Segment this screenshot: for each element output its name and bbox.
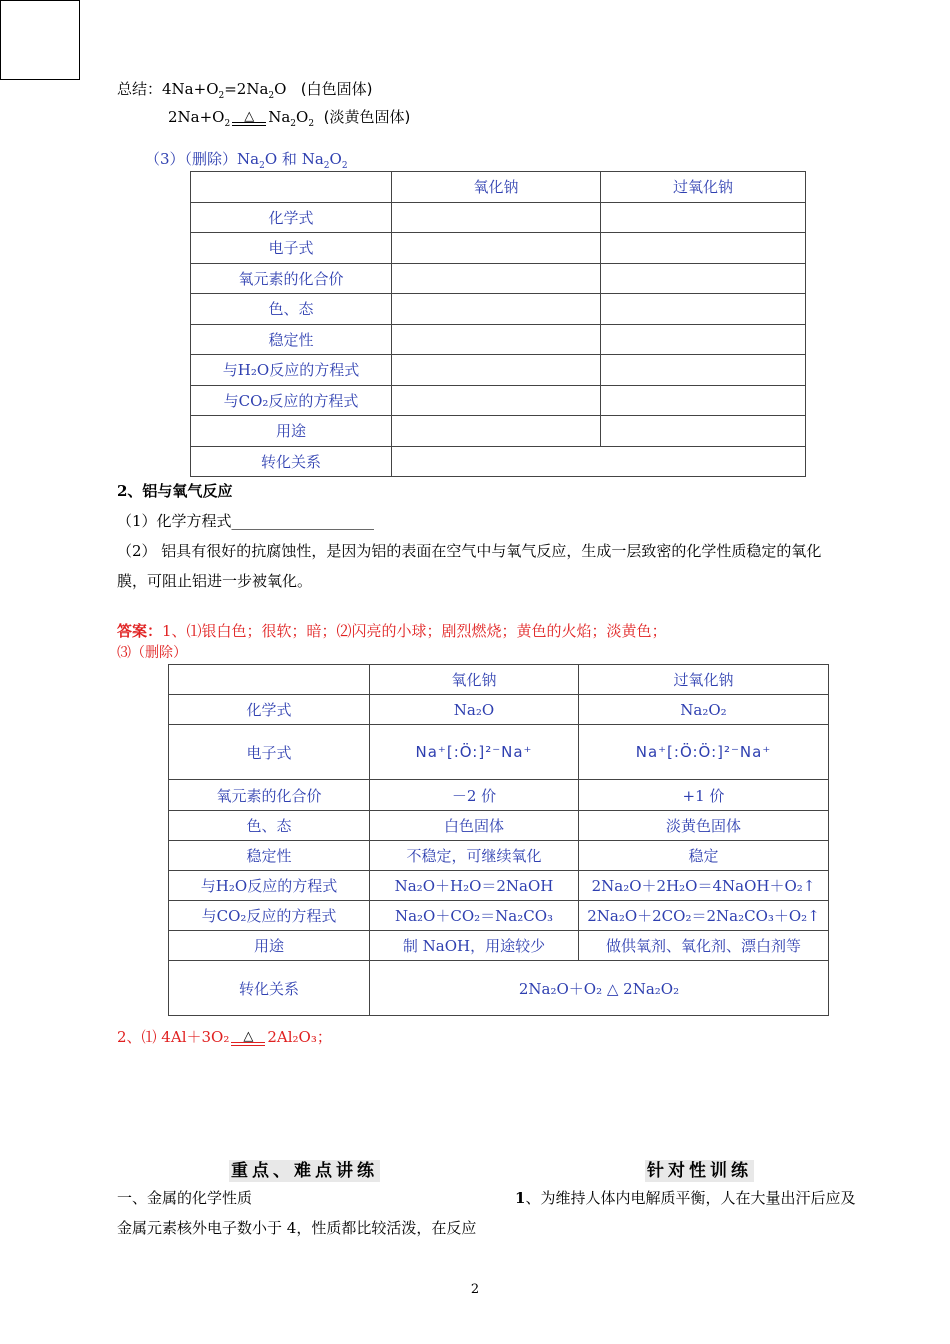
electron-formula-na2o2: Na⁺[:Ö:Ö:]²⁻Na⁺: [579, 725, 829, 780]
al-q2-line2: 膜，可阻止铝进一步被氧化。: [117, 572, 313, 590]
left-line1: 一、金属的化学性质: [117, 1189, 253, 1207]
al-title: 2、铝与氧气反应: [117, 482, 233, 500]
answer-line1: 答案：1、⑴银白色；很软；暗；⑵闪亮的小球；剧烈燃烧；黄色的火焰；淡黄色；: [117, 622, 667, 640]
page-number: 2: [470, 1282, 480, 1297]
blank-table: 氧化钠 过氧化钠 化学式 电子式 氧元素的化合价 色、态 稳定性 与H₂O反应的方程式 与CO₂反应的方程式 用途 转化关系: [190, 171, 806, 477]
al-q1: （1）化学方程式___________________: [117, 512, 375, 530]
summary-eq2: $2Na+O_2$ △ $Na_2O_2$ (淡黄色固体): [168, 108, 411, 129]
conversion-relation: 2Na₂O＋O₂ △ 2Na₂O₂: [370, 961, 829, 1016]
al-q2-line1: （2） 铝具有很好的抗腐蚀性，是因为铝的表面在空气中与氧气反应，生成一层致密的化学性质稳定的氧化: [117, 542, 822, 560]
summary-eq1: 总结：$4Na+O_2=2Na_2O$ (白色固体): [117, 80, 373, 101]
answer-line2: ⑶（删除）: [117, 645, 187, 661]
heading-training: 针对性训练: [647, 1161, 752, 1181]
left-line2: 金属元素核外电子数小于 4，性质都比较活泼，在反应: [117, 1219, 477, 1237]
section3-title: （3）（删除）$Na_2O$ 和 $Na_2O_2$: [145, 150, 348, 171]
answer-table: 氧化钠 过氧化钠 化学式 Na₂O Na₂O₂ 电子式 Na⁺[:Ö:]²⁻Na⁺ Na⁺[:Ö:Ö:]²⁻Na⁺ 氧元素的化合价 －2 价 +1 价 色、态 白色固体 淡黄色固体 稳定性 不稳定，可继续氧化 稳定 与H₂O反应的方程式 Na₂O＋H₂O＝2NaOH 2Na₂O＋2H₂O＝4NaOH＋O₂↑ 与CO₂反应的方程式 Na₂O＋CO₂＝Na₂CO₃ 2Na₂O＋2CO₂＝2Na₂CO₃＋O₂↑ 用途 制 NaOH，用途较少 做供氧剂、氧化剂、漂白剂等 转化关系 2Na₂O＋O₂ △ 2Na₂O₂: [168, 664, 829, 1016]
heading-key-points: 重点、难点讲练: [231, 1161, 378, 1181]
right-line1: 1、为维持人体内电解质平衡，人在大量出汗后应及: [515, 1189, 856, 1207]
electron-formula-na2o: Na⁺[:Ö:]²⁻Na⁺: [370, 725, 579, 780]
answer-al-eq: 2、⑴ 4Al＋3O₂ △ 2Al₂O₃；: [117, 1028, 332, 1046]
corner-box: [0, 0, 80, 80]
